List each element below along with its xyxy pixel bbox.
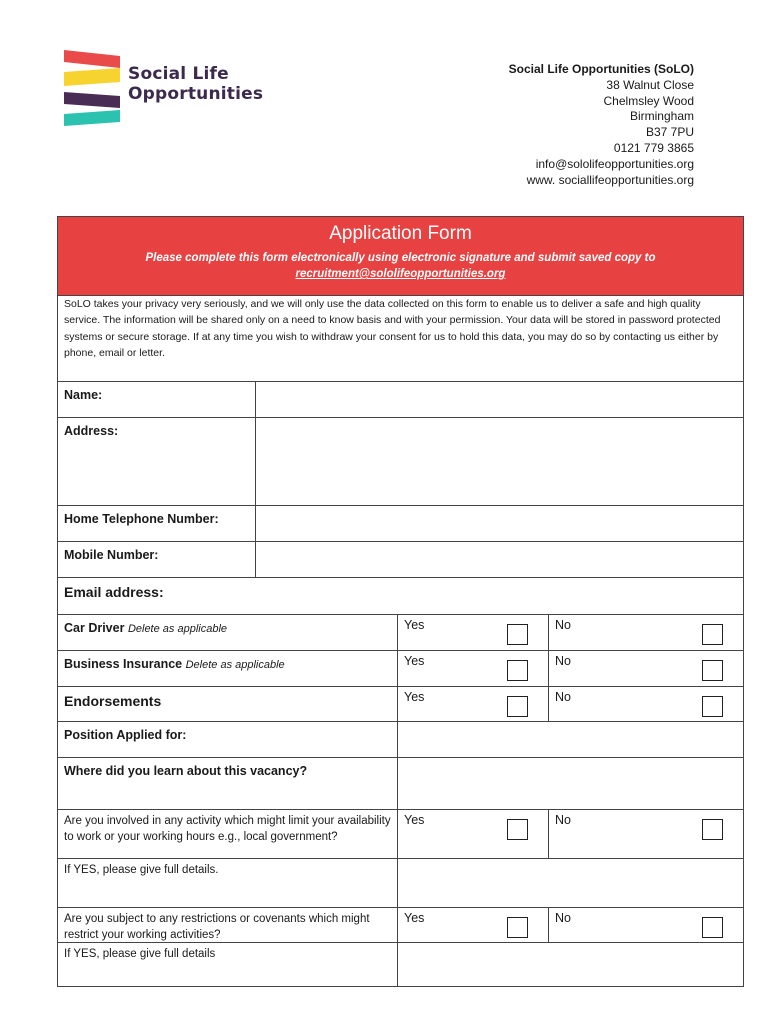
checkbox[interactable] <box>507 660 528 681</box>
checkbox[interactable] <box>507 696 528 717</box>
business-insurance-label <box>58 651 397 686</box>
activity-details-row <box>58 859 743 908</box>
business-insurance-yes <box>397 651 548 686</box>
org-name: Social Life Opportunities (SoLO) <box>508 62 694 76</box>
yes-label: Yes <box>404 911 425 925</box>
mobile-label: Mobile Number: <box>64 548 159 562</box>
home-tel-label: Home Telephone Number: <box>64 512 219 526</box>
address-line: 38 Walnut Close <box>606 77 694 92</box>
position-label: Position Applied for: <box>64 728 187 742</box>
address-website[interactable]: www. sociallifeopportunities.org <box>526 172 694 187</box>
address-field[interactable] <box>255 418 743 505</box>
yes-label: Yes <box>404 690 425 704</box>
delete-note: Delete as applicable <box>185 659 285 671</box>
restrict-no <box>548 908 743 942</box>
yes-label: Yes <box>404 654 425 668</box>
vacancy-source-field[interactable] <box>397 758 743 809</box>
name-row <box>58 382 743 418</box>
checkbox[interactable] <box>507 819 528 840</box>
car-driver-no <box>548 615 743 650</box>
endorsements-no <box>548 687 743 721</box>
checkbox[interactable] <box>702 917 723 938</box>
activity-details-label: If YES, please give full details. <box>64 864 219 876</box>
car-driver-row <box>58 615 743 651</box>
checkbox[interactable] <box>702 624 723 645</box>
position-row <box>58 722 743 758</box>
address-row <box>58 418 743 506</box>
form-banner <box>58 217 743 296</box>
checkbox[interactable] <box>702 660 723 681</box>
logo-line-2: Opportunities <box>128 84 264 104</box>
activity-no <box>548 810 743 858</box>
restrict-details-row <box>58 943 743 986</box>
address-line: Birmingham <box>629 109 694 124</box>
mobile-field[interactable] <box>255 542 743 577</box>
activity-details-field[interactable] <box>397 859 743 907</box>
application-form <box>57 216 744 987</box>
endorsements-label: Endorsements <box>64 693 162 709</box>
business-insurance-no <box>548 651 743 686</box>
vacancy-source-label: Where did you learn about this vacancy? <box>64 764 308 778</box>
logo-mark <box>64 48 126 130</box>
email-row[interactable] <box>58 578 743 615</box>
car-driver-label <box>58 615 397 650</box>
no-label: No <box>555 690 571 704</box>
endorsements-row <box>58 687 743 722</box>
delete-note: Delete as applicable <box>127 623 228 635</box>
checkbox[interactable] <box>702 696 723 717</box>
address-phone: 0121 779 3865 <box>613 140 694 155</box>
organisation-address <box>509 62 694 188</box>
form-title: Application Form <box>329 223 472 244</box>
name-label: Name: <box>64 388 103 402</box>
activity-row <box>58 810 743 859</box>
checkbox[interactable] <box>507 917 528 938</box>
recruitment-email-link[interactable]: recruitment@sololifeopportunities.org <box>295 268 506 280</box>
logo-line-1: Social Life <box>128 64 229 84</box>
checkbox[interactable] <box>507 624 528 645</box>
restrict-details-label: If YES, please give full details <box>64 948 216 960</box>
no-label: No <box>555 654 571 668</box>
form-instructions-text: Please complete this form electronically using electronic signature and submit saved copy to <box>145 252 656 264</box>
restrict-details-field[interactable] <box>397 943 743 986</box>
address-label: Address: <box>64 424 119 438</box>
no-label: No <box>555 618 571 632</box>
activity-question: Are you involved in any activity which might limit your availability to work or your working hours e.g., local government? <box>64 815 391 843</box>
mobile-row <box>58 542 743 578</box>
home-tel-field[interactable] <box>255 506 743 541</box>
yes-label: Yes <box>404 618 425 632</box>
vacancy-source-row <box>58 758 743 810</box>
car-driver-yes <box>397 615 548 650</box>
activity-yes <box>397 810 548 858</box>
no-label: No <box>555 813 571 827</box>
address-line: Chelmsley Wood <box>603 93 694 108</box>
privacy-notice: SoLO takes your privacy very seriously, and we will only use the data collected on this form to enable us to deliver a safe and high quality service. The information will be shared only on a need to know basis and with your permission. Your data will be stored in password protected systems or secure storage. If at any time you wish to withdraw your consent for us to hold this data, you may do so by contacting us either by phone, email or letter. <box>58 296 743 382</box>
address-postcode: B37 7PU <box>645 125 694 140</box>
email-label: Email address: <box>64 584 164 600</box>
restrict-question: Are you subject to any restrictions or covenants which might restrict your working activities? <box>64 913 370 941</box>
logo <box>64 48 264 130</box>
form-instructions <box>58 250 743 282</box>
home-tel-row <box>58 506 743 542</box>
restrict-yes <box>397 908 548 942</box>
name-field[interactable] <box>255 382 743 417</box>
business-insurance-text: Business Insurance <box>64 657 183 671</box>
no-label: No <box>555 911 571 925</box>
logo-text <box>128 64 263 104</box>
address-email[interactable]: info@sololifeopportunities.org <box>535 156 694 171</box>
position-field[interactable] <box>397 722 743 757</box>
restrict-row <box>58 908 743 943</box>
business-insurance-row <box>58 651 743 687</box>
car-driver-text: Car Driver <box>64 621 125 635</box>
checkbox[interactable] <box>702 819 723 840</box>
endorsements-yes <box>397 687 548 721</box>
yes-label: Yes <box>404 813 425 827</box>
